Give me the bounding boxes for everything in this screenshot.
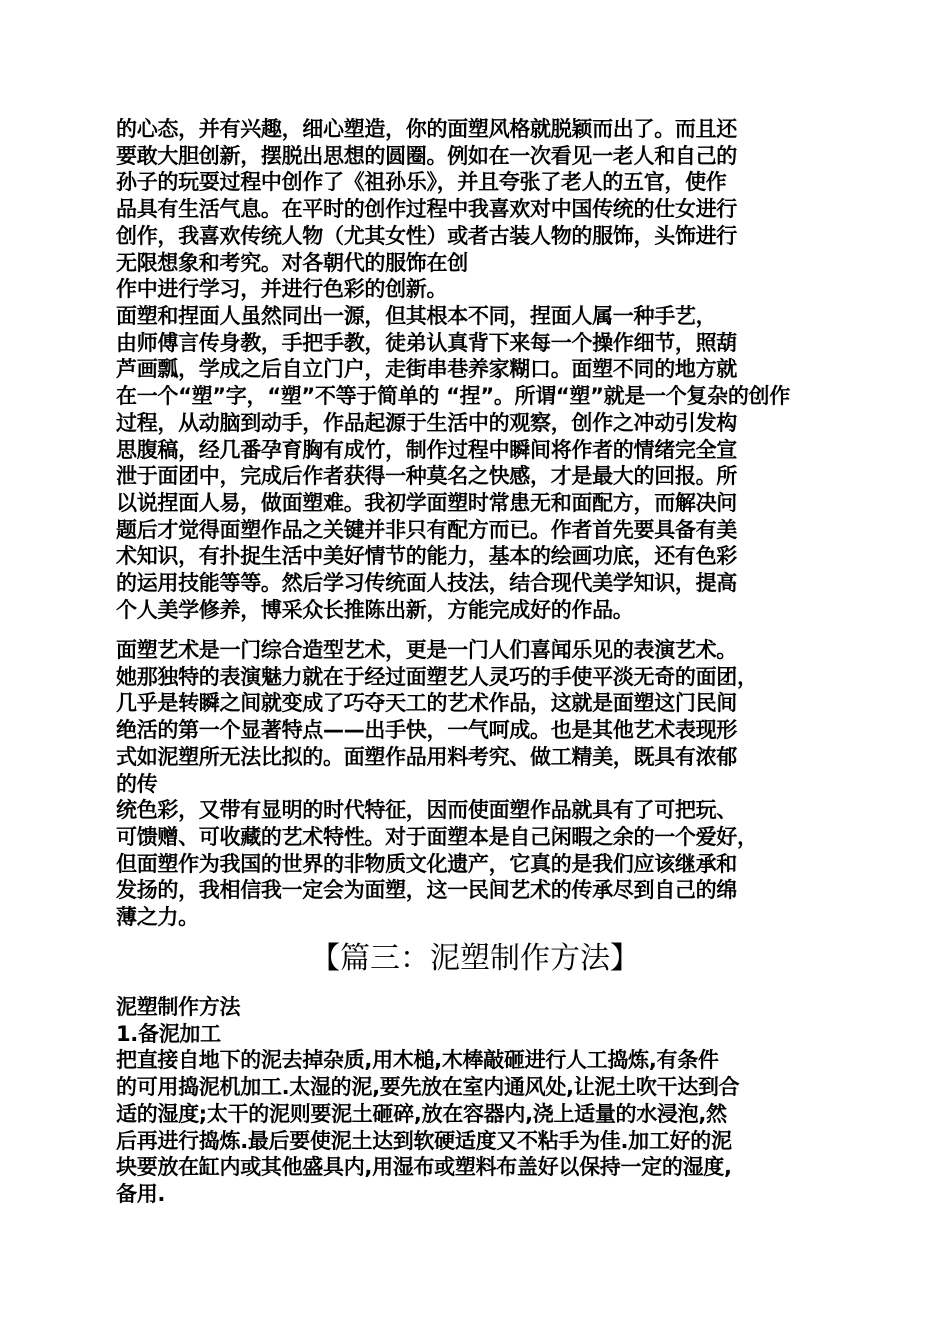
paragraph-mianshu-style	[116, 116, 846, 303]
text-line: 芦画瓢，学成之后自立门户，走街串巷养家糊口。面塑不同的地方就	[116, 357, 737, 382]
text-line: 的心态，并有兴趣，细心塑造，你的面塑风格就脱颖而出了。而且还	[116, 117, 737, 141]
text-line: 术知识，有扑捉生活中美好情节的能力，基本的绘画功底，还有色彩	[116, 544, 737, 569]
text-line: 备用.	[116, 1181, 166, 1206]
text-line: 创作，我喜欢传统人物（尤其女性）或者古装人物的服饰，头饰进行	[116, 223, 737, 248]
text-line: 绝活的第一个显著特点——出手快，一气呵成。也是其他艺术表现形	[116, 718, 737, 743]
text-line: 块要放在缸内或其他盛具内,用湿布或塑料布盖好以保持一定的湿度,	[116, 1155, 732, 1180]
text-line: 思腹稿，经几番孕育胸有成竹，制作过程中瞬间将作者的情绪完全宣	[116, 437, 737, 462]
text-line: 由师傅言传身教，手把手教，徒弟认真背下来每一个操作细节，照葫	[116, 330, 737, 355]
paragraph-performance-art	[116, 637, 846, 931]
text-line: 面塑和捏面人虽然同出一源，但其根本不同，捏面人属一种手艺，	[116, 304, 717, 328]
text-line: 统色彩，又带有显明的时代特征，因而使面塑作品就具有了可把玩、	[116, 798, 737, 823]
text-line: 薄之力。	[116, 905, 199, 930]
text-line: 要敢大胆创新，摆脱出思想的圆圈。例如在一次看见一老人和自己的	[116, 143, 737, 168]
text-line: 可馈赠、可收藏的艺术特性。对于面塑本是自己闲暇之余的一个爱好，	[116, 824, 758, 849]
text-line: 泄于面团中，完成后作者获得一种莫名之快感，才是最大的回报。所	[116, 464, 737, 489]
text-line: 适的湿度;太干的泥则要泥土砸碎,放在容器内,浇上适量的水浸泡,然	[116, 1101, 727, 1126]
text-line: 但面塑作为我国的世界的非物质文化遗产，它真的是我们应该继承和	[116, 851, 737, 876]
text-line: 后再进行捣炼.最后要使泥土达到软硬适度又不粘手为佳.加工好的泥	[116, 1128, 732, 1153]
text-line: 个人美学修养，博采众长推陈出新，方能完成好的作品。	[116, 597, 634, 622]
text-line: 把直接自地下的泥去掉杂质,用木槌,木棒敲砸进行人工捣炼,有条件	[116, 1048, 719, 1073]
text-line: 以说捏面人易，做面塑难。我初学面塑时常患无和面配方，而解决问	[116, 490, 737, 515]
subsection-heading: 1.备泥加工	[116, 1021, 221, 1046]
text-line: 她那独特的表演魅力就在于经过面塑艺人灵巧的手使平淡无奇的面团，	[116, 664, 758, 689]
text-line: 无限想象和考究。对各朝代的服饰在创	[116, 250, 468, 275]
section-heading: 泥塑制作方法	[116, 995, 241, 1019]
text-line: 几乎是转瞬之间就变成了巧夺天工的艺术作品，这就是面塑这门民间	[116, 691, 737, 716]
text-line: 在一个“塑”字，“塑”不等于简单的 “捏”。所谓“塑”就是一个复杂的创作	[116, 384, 790, 409]
text-line: 的可用捣泥机加工.太湿的泥,要先放在室内通风处,让泥土吹干达到合	[116, 1075, 740, 1100]
section-title: 【篇三：泥塑制作方法】	[310, 941, 640, 976]
paragraph-mianshu-vs-niemianren	[116, 303, 846, 623]
text-line: 的运用技能等等。然后学习传统面人技法，结合现代美学知识，提高	[116, 571, 737, 596]
section-clay-method	[116, 994, 846, 1208]
text-line: 发扬的，我相信我一定会为面塑，这一民间艺术的传承尽到自己的绵	[116, 878, 737, 903]
text-line: 的传	[116, 771, 158, 796]
text-line: 品具有生活气息。在平时的创作过程中我喜欢对中国传统的仕女进行	[116, 197, 737, 222]
text-line: 式如泥塑所无法比拟的。面塑作品用料考究、做工精美，既具有浓郁	[116, 744, 737, 769]
text-line: 孙子的玩耍过程中创作了《祖孙乐》，并且夸张了老人的五官，使作	[116, 170, 727, 195]
text-line: 题后才觉得面塑作品之关键并非只有配方而已。作者首先要具备有美	[116, 517, 737, 542]
text-line: 过程，从动脑到动手，作品起源于生活中的观察，创作之冲动引发构	[116, 410, 737, 435]
text-line: 面塑艺术是一门综合造型艺术，更是一门人们喜闻乐见的表演艺术。	[116, 638, 737, 662]
text-line: 作中进行学习，并进行色彩的创新。	[116, 277, 448, 302]
